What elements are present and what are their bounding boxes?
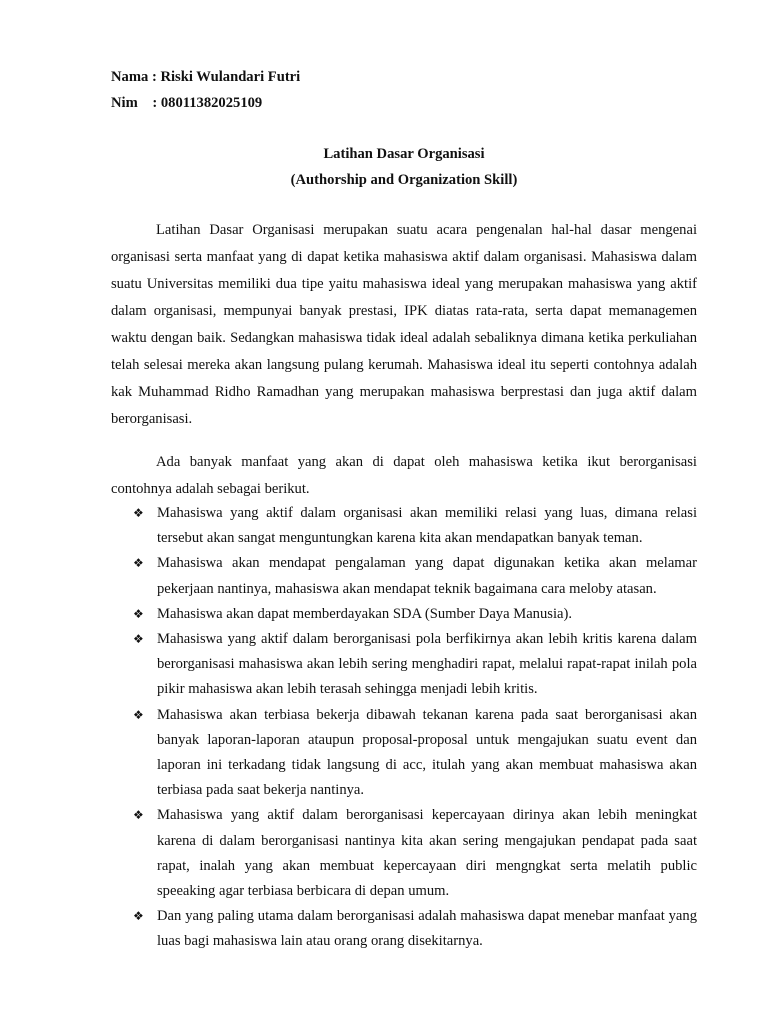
list-item-text: Mahasiswa yang aktif dalam berorganisasi pola berfikirnya akan lebih kritis karena dalam berorganisasi mahasiswa akan lebih sering menghadiri rapat, melalui rapat-rapat inilah pola pikir mahasiswa akan lebih terasah sehingga menjadi lebih kritis. — [157, 631, 697, 698]
diamond-bullet-icon: ❖ — [133, 506, 144, 520]
list-item-text: Mahasiswa akan terbiasa bekerja dibawah tekanan karena pada saat berorganisasi akan banyak laporan-laporan ataupun proposal-proposal untuk mengajukan suatu event dan laporan ini terkadang tidak langsung di acc, itulah yang akan membuat mahasiswa akan terbiasa pada saat bekerja nantinya. — [157, 706, 697, 799]
list-item-text: Mahasiswa akan mendapat pengalaman yang dapat digunakan ketika akan melamar pekerjaan nantinya, mahasiswa akan mendapat teknik bagaimana cara meloby atasan. — [157, 555, 697, 597]
diamond-bullet-icon: ❖ — [133, 909, 144, 924]
diamond-bullet-icon: ❖ — [133, 632, 144, 647]
document-title: Latihan Dasar Organisasi — [323, 146, 485, 162]
diamond-bullet-icon: ❖ — [133, 808, 144, 823]
intro-paragraph — [111, 217, 697, 433]
list-item — [111, 551, 697, 601]
intro-paragraph-text: Latihan Dasar Organisasi merupakan suatu acara pengenalan hal-hal dasar mengenai organisasi serta manfaat yang di dapat ketika mahasiswa aktif dalam organisasi. Mahasiswa dalam suatu Universitas memiliki dua tipe yaitu mahasiswa ideal yang merupakan mahasiswa yang aktif dalam organisasi, mempunyai banyak prestasi, IPK diatas rata-rata, serta dapat memanagemen waktu dengan baik. Sedangkan mahasiswa tidak ideal adalah sebaliknya dimana ketika perkuliahan telah selesai mereka akan langsung pulang kerumah. Mahasiswa ideal itu seperti contohnya adalah kak Muhammad Ridho Ramadhan yang merupakan mahasiswa berprestasi dan juga aktif dalam berorganisasi. — [111, 222, 697, 427]
benefits-intro-paragraph — [111, 449, 697, 503]
list-item-text: Mahasiswa yang aktif dalam berorganisasi kepercayaan dirinya akan lebih meningkat karena di dalam berorganisasi nantinya kita akan sering mengajukan pendapat pada saat rapat, inalah yang akan membuat kepercayaan diri mengngkat serta melatih public speeaking agar terbiasa berbicara di depan umum. — [157, 807, 697, 900]
list-item — [111, 803, 697, 904]
diamond-bullet-icon: ❖ — [133, 707, 144, 722]
benefits-list — [111, 501, 697, 955]
student-name-line: Nama : Riski Wulandari Futri — [111, 69, 301, 85]
list-item — [111, 602, 697, 627]
list-item-text: Mahasiswa yang aktif dalam organisasi akan memiliki relasi yang luas, dimana relasi tersebut akan sangat menguntungkan karena kita akan mendapatkan banyak teman. — [157, 505, 697, 547]
benefits-intro-text: Ada banyak manfaat yang akan di dapat oleh mahasiswa ketika ikut berorganisasi contohnya adalah sebagai berikut. — [111, 454, 697, 497]
list-item-text: Dan yang paling utama dalam berorganisasi adalah mahasiswa dapat menebar manfaat yang luas bagi mahasiswa lain atau orang orang disekitarnya. — [157, 908, 697, 950]
list-item — [111, 904, 697, 954]
document-subtitle: (Authorship and Organization Skill) — [290, 172, 518, 188]
list-item — [111, 703, 697, 804]
student-nim-line: Nim : 08011382025109 — [111, 95, 263, 111]
diamond-bullet-icon: ❖ — [133, 556, 144, 571]
diamond-bullet-icon: ❖ — [133, 606, 144, 621]
list-item — [111, 627, 697, 703]
list-item-text: Mahasiswa akan dapat memberdayakan SDA (Sumber Daya Manusia). — [157, 605, 572, 622]
list-item — [111, 501, 697, 551]
